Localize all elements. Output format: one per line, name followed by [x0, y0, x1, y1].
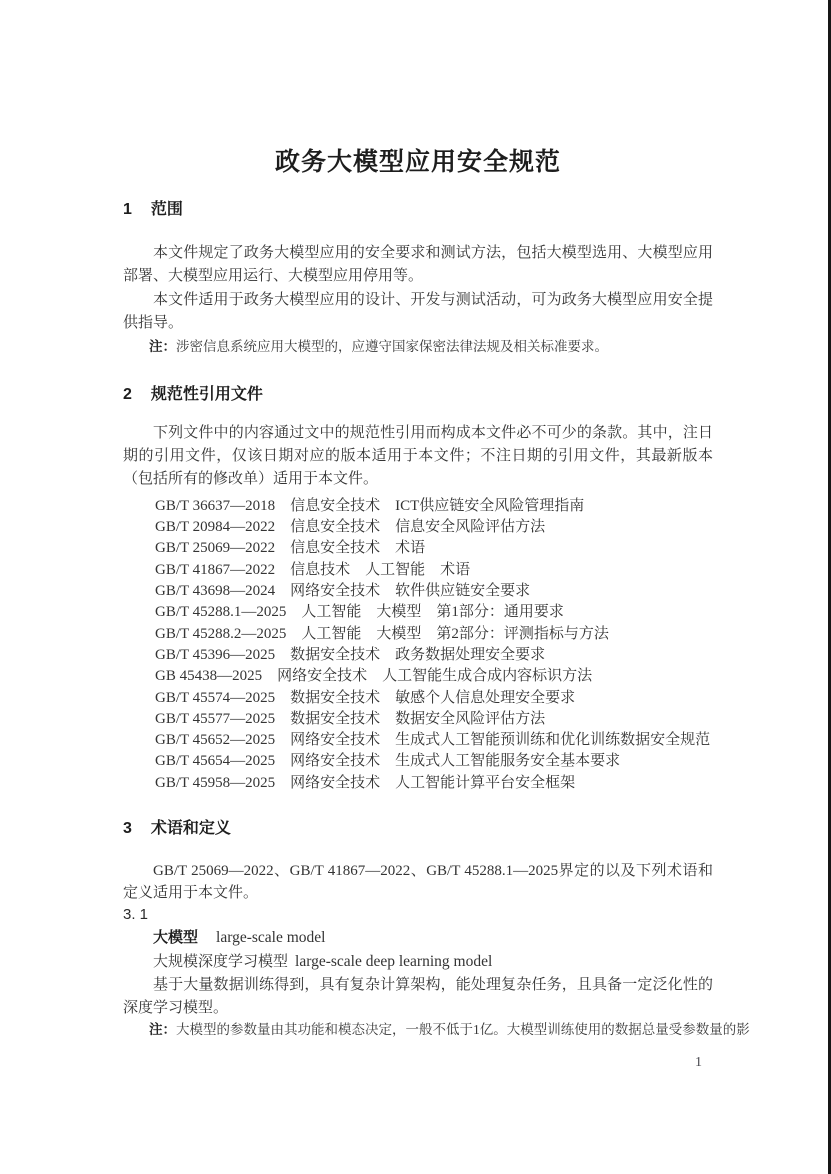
term-alias-en: large-scale deep learning model: [295, 953, 493, 970]
reference-item: GB/T 43698—2024 网络安全技术 软件供应链安全要求: [155, 583, 531, 600]
reference-item: GB/T 45577—2025 数据安全技术 数据安全风险评估方法: [155, 710, 546, 727]
terms-intro: GB/T 25069—2022、GB/T 41867—2022、GB/T 45288.1—2025界定的以及下列术语和定义适用于本文件。: [123, 863, 713, 901]
section-references-heading: [123, 384, 713, 406]
references-intro: 下列文件中的内容通过文中的规范性引用而构成本文件必不可少的条款。其中，注日期的引用文件，仅该日期对应的版本适用于本文件；不注日期的引用文件，其最新版本（包括所有的修改单）适用于本文件。: [123, 424, 713, 488]
section-terms-title: 术语和定义: [150, 820, 231, 837]
scope-note: [123, 336, 713, 358]
section-scope-heading: [123, 199, 713, 221]
reference-item: GB/T 45654—2025 网络安全技术 生成式人工智能服务安全基本要求: [155, 753, 621, 770]
scope-note-text: 涉密信息系统应用大模型的，应遵守国家保密法律法规及相关标准要求。: [176, 338, 608, 354]
reference-item: GB 45438—2025 网络安全技术 人工智能生成合成内容标识方法: [155, 668, 593, 685]
section-scope: [123, 199, 713, 358]
term-note-text: 大模型的参数量由其功能和模态决定，一般不低于1亿。大模型训练使用的数据总量受参数量的影: [176, 1022, 750, 1037]
section-terms: [123, 818, 750, 1041]
section-terms-heading: [123, 818, 713, 840]
reference-item: GB/T 45574—2025 数据安全技术 敏感个人信息处理安全要求: [155, 689, 576, 706]
section-terms-number: 3: [123, 820, 132, 837]
term-name-zh: 大模型: [153, 929, 199, 946]
reference-list: [123, 496, 713, 794]
term-alias-zh: 大规模深度学习模型: [153, 954, 289, 970]
document-content: [123, 0, 750, 1041]
reference-item: GB/T 41867—2022 信息技术 人工智能 术语: [155, 561, 471, 578]
section-scope-number: 1: [123, 201, 132, 218]
term-name-line: [123, 926, 713, 950]
page-number: 1: [695, 1055, 702, 1070]
reference-item: GB/T 45396—2025 数据安全技术 政务数据处理安全要求: [155, 646, 546, 663]
reference-item: GB/T 45958—2025 网络安全技术 人工智能计算平台安全框架: [155, 774, 576, 791]
scope-note-label: 注：: [149, 338, 176, 354]
scope-paragraph-2: 本文件适用于政务大模型应用的设计、开发与测试活动，可为政务大模型应用安全提供指导。: [123, 291, 713, 332]
reference-item: GB/T 25069—2022 信息安全技术 术语: [155, 540, 426, 557]
term-alias-line: [123, 950, 713, 974]
term-name-en: large-scale model: [216, 929, 326, 946]
section-scope-title: 范围: [150, 201, 183, 218]
reference-item: GB/T 20984—2022 信息安全技术 信息安全风险评估方法: [155, 519, 546, 536]
reference-item: GB/T 45288.1—2025 人工智能 大模型 第1部分：通用要求: [155, 604, 564, 621]
reference-item: GB/T 45288.2—2025 人工智能 大模型 第2部分：评测指标与方法: [155, 625, 609, 642]
term-definition: 基于大量数据训练得到，具有复杂计算架构，能处理复杂任务，且具备一定泛化性的深度学习模型。: [123, 977, 713, 1016]
term-note: [123, 1019, 750, 1041]
section-references-number: 2: [123, 385, 132, 403]
term-clause-number: 3. 1: [123, 906, 149, 923]
reference-item: GB/T 45652—2025 网络安全技术 生成式人工智能预训练和优化训练数据安全规范: [155, 732, 711, 749]
document-title: 政务大模型应用安全规范: [274, 148, 561, 176]
scope-paragraph-1: 本文件规定了政务大模型应用的安全要求和测试方法，包括大模型选用、大模型应用部署、大模型应用运行、大模型应用停用等。: [123, 245, 713, 285]
term-note-label: 注：: [149, 1022, 176, 1037]
section-references-title: 规范性引用文件: [150, 385, 263, 403]
reference-item: GB/T 36637—2018 信息安全技术 ICT供应链安全风险管理指南: [155, 497, 585, 514]
section-references: [123, 384, 713, 794]
